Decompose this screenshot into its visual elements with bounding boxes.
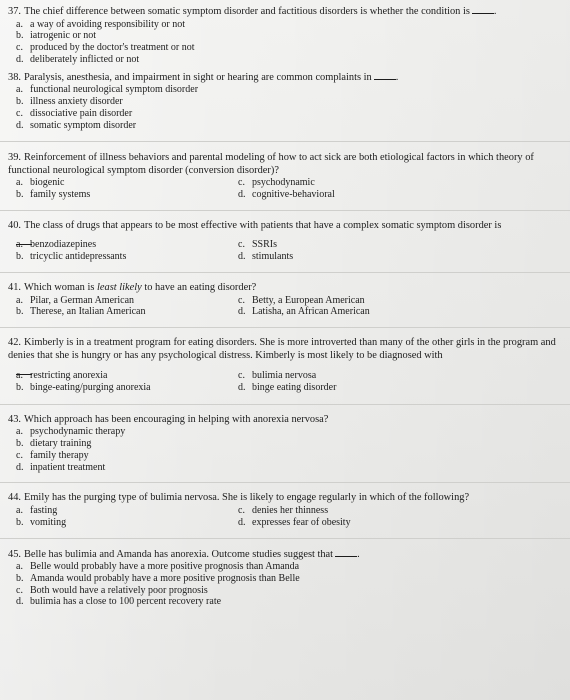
question-stem: 38. Paralysis, anesthesia, and impairment in sight or hearing are common complaints in . <box>8 71 399 83</box>
question-number: 37. <box>8 6 21 17</box>
option-list <box>8 426 562 473</box>
option-a: a. a way of avoiding responsibility or not <box>16 18 185 30</box>
answer-blank <box>472 5 494 14</box>
option-b: b. iatrogenic or not <box>16 30 97 42</box>
question-stem: 45. Belle has bulimia and Amanda has anorexia. Outcome studies suggest that . <box>8 548 360 560</box>
question-41 <box>8 282 562 318</box>
option-c: c. Both would have a relatively poor prognosis <box>16 584 208 596</box>
option-b: b. dietary training <box>16 438 92 450</box>
question-45 <box>8 548 562 609</box>
question-emphasis: least likely <box>97 282 142 294</box>
question-39 <box>8 152 562 201</box>
question-number: 42. <box>8 337 21 349</box>
option-list <box>8 561 562 608</box>
option-a: a. fasting <box>16 504 58 516</box>
question-stem <box>8 337 562 362</box>
question-text: Paralysis, anesthesia, and impairment in sight or hearing are common complaints in <box>24 71 372 83</box>
option-d: d. somatic symptom disorder <box>16 119 137 131</box>
option-c: c. psychodynamic <box>238 177 315 189</box>
option-grid <box>8 239 562 263</box>
question-44 <box>8 492 562 528</box>
option-b: b. Therese, an Italian American <box>16 306 146 318</box>
question-number: 39. <box>8 152 21 164</box>
question-stem <box>8 414 562 427</box>
option-d: d. expresses fear of obesity <box>238 516 351 528</box>
question-number: 43. <box>8 413 21 425</box>
question-text: Kimberly is in a treatment program for eating disorders. She is more introverted than many of the other girls in the program and denies that she is hungry or has any psychological distress. Kimberly is most likely to be diagnosed with <box>8 337 556 361</box>
option-c: c. Betty, a European American <box>238 294 365 306</box>
option-c: c. family therapy <box>16 449 89 461</box>
option-b: b. family systems <box>16 189 91 201</box>
option-grid <box>8 505 562 529</box>
option-d: d. cognitive-behavioral <box>238 189 335 201</box>
question-number: 40. <box>8 219 21 231</box>
option-c: c. produced by the doctor's treatment or not <box>16 42 195 54</box>
option-d: d. Latisha, an African American <box>238 306 370 318</box>
option-c: c. dissociative pain disorder <box>16 107 133 119</box>
option-a: a. functional neurological symptom disorder <box>16 84 199 96</box>
option-a: a. psychodynamic therapy <box>16 426 126 438</box>
option-list <box>8 84 562 131</box>
option-a: a. Belle would probably have a more positive prognosis than Amanda <box>16 561 300 573</box>
question-number: 38. <box>8 71 21 83</box>
question-text: Which woman is <box>24 282 98 294</box>
question-text: Reinforcement of illness behaviors and parental modeling of how to act sick are both etiological factors in which theory of functional neurological symptom disorder (conversion disorder)? <box>8 152 534 176</box>
option-grid <box>8 177 562 201</box>
question-text-end: to have an eating disorder? <box>141 282 257 294</box>
option-grid <box>8 370 562 394</box>
question-43 <box>8 414 562 474</box>
question-37 <box>8 5 562 66</box>
option-d: d. deliberately inflicted or not <box>16 53 140 65</box>
question-40 <box>8 220 562 263</box>
option-d: d. inpatient treatment <box>16 461 106 473</box>
question-number: 44. <box>8 492 21 504</box>
option-b: b. vomiting <box>16 516 67 528</box>
option-d: d. bulimia has a close to 100 percent recovery rate <box>16 596 222 608</box>
question-text: Which approach has been encouraging in helping with anorexia nervosa? <box>24 413 329 425</box>
question-stem <box>8 282 562 295</box>
answer-blank <box>335 548 357 557</box>
option-a: a. benzodiazepines <box>16 239 97 251</box>
option-a: a. Pilar, a German American <box>16 294 135 306</box>
question-text: The class of drugs that appears to be most effective with patients that have a complex somatic symptom disorder is <box>24 219 502 231</box>
question-text: Emily has the purging type of bulimia nervosa. She is likely to engage regularly in which of the following? <box>24 492 470 504</box>
question-number: 45. <box>8 548 21 560</box>
answer-blank <box>374 71 396 80</box>
question-text: The chief difference between somatic symptom disorder and factitious disorders is whether the condition is <box>24 6 470 17</box>
question-stem <box>8 492 562 505</box>
question-42 <box>8 337 562 394</box>
question-number: 41. <box>8 282 21 294</box>
question-text: Belle has bulimia and Amanda has anorexia. Outcome studies suggest that <box>24 548 334 560</box>
option-b: b. tricyclic antidepressants <box>16 251 127 263</box>
option-b: b. illness anxiety disorder <box>16 95 123 107</box>
option-b: b. Amanda would probably have a more positive prognosis than Belle <box>16 572 300 584</box>
option-c: c. SSRIs <box>238 239 278 251</box>
option-a: a. biogenic <box>16 177 65 189</box>
option-d: d. stimulants <box>238 251 294 263</box>
question-stem <box>8 152 562 177</box>
question-38 <box>8 71 562 132</box>
option-c: c. denies her thinness <box>238 504 329 516</box>
question-stem <box>8 220 562 233</box>
option-grid <box>8 295 562 319</box>
option-d: d. binge eating disorder <box>238 381 337 393</box>
option-list <box>8 19 562 66</box>
option-b: b. binge-eating/purging anorexia <box>16 381 151 393</box>
option-a: a. restricting anorexia <box>16 370 108 382</box>
option-c: c. bulimia nervosa <box>238 370 317 382</box>
question-stem: 37. The chief difference between somatic symptom disorder and factitious disorders is whether the condition is . <box>8 6 497 17</box>
